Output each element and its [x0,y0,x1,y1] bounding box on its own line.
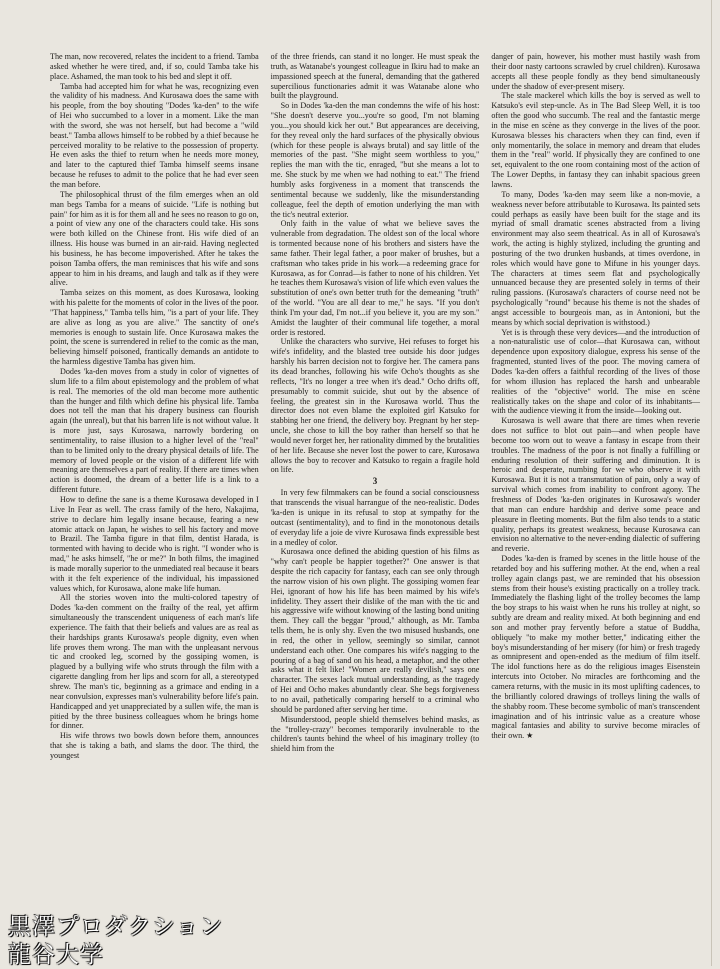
paragraph: of the three friends, can stand it no longer. He must speak the truth, as Watanabe's youngest colleague in Ikiru had to make an impassioned speech at the funeral, demanding that the gathered supercilious functionaries admit it was Watanabe alone who built the playground. [270,52,480,101]
article-column-3 [491,52,700,922]
paragraph: The man, now recovered, relates the incident to a friend. Tamba asked whether he were tired, and, if so, could Tamba take his place. Ashamed, the man took to his bed and slept it off. [50,52,259,81]
paragraph: All the stories woven into the multi-colored tapestry of Dodes 'ka-den comment on the frailty of the real, yet affirm simultaneously the transcendent uniqueness of each man's life experience. The faith that their beliefs and values are as real as their hardships grants Kurosawa's people dignity, even when life proves them wrong. The man with the unpleasant nervous tic and crooked leg, scorned by the gossiping women, is plagued by a bullying wife who struts through the film with a cigarette dangling from her lips and scorn for all, a stereotyped shrew. The man's tic, beginning as a grimace and ending in a near convulsion, expresses man's vulnerability before life's pain. Handicapped and yet unappreciated by a sullen wife, the man is pitied by the three business colleagues whom he brings home for dinner. [50,593,259,731]
paragraph: Tamba seizes on this moment, as does Kurosawa, looking with his palette for the moments of color in the lives of the poor. "That happiness," Tamba tells him, "is a part of your life. They are alive as long as you are alive." The sanctity of one's memories is enough to sustain life. Once Kurosawa makes the point, the scene is surrendered in relief to the comic as the man, believing himself poisoned, frantically demands an antidote to the harmless digestive Tamba has given him. [50,288,259,367]
paragraph: Dodes 'ka-den moves from a study in color of vignettes of slum life to a film about epistemology and the problem of what is real. The memories of the old man become more authentic than the hunger and filth which define his physical life. Tamba does not tell the man that his drapery business can flourish again (the unreal), but that his barren life is not without value. It is more just, says Kurosawa, narrowly bordering on sentimentality, to raise illusion to a higher level of the "real" than to be limited only to the dreary physical details of life. The memory of loved people or the vision of a different life with meaning are themselves a part of reality. If there are times when action is doomed, the dream of a better life is a link to a different future. [50,367,259,495]
paragraph: To many, Dodes 'ka-den may seem like a non-movie, a weakness never before attributable to Kurosawa. Its painted sets could perhaps as easily have been built for the stage and its myriad of small dramatic scenes abstracted from a living environment may also seem theatrical. As in all of Kurosawa's work, the acting is highly stylized, including the grunting and posturing of the two drunken husbands, at times overdone, in roles which would have gone to Mifune in his younger days. The characters at times seem flat and psychologically unnuanced because they are presented solely in terms of their ruling passions. (Kurosawa's characters of course need not be psychologically "round" because his theme is not the shades of angst accessible to bourgeois man, as in Antonioni, but the means by which social deprivation is withstood.) [491,189,701,327]
paragraph: So in Dodes 'ka-den the man condemns the wife of his host: "She doesn't deserve you...you're so good, I'm not blaming you...you should kick her out." But appearances are deceiving, for they reveal only the hard surfaces of the physically obvious (which for these people is always brutal) and say little of the memories of the past. "She might seem worthless to you," replies the man with the tic, enraged, "but she means a lot to me. She stuck by me when we had nothing to eat." The friend humbly asks forgiveness in a moment that transcends the sentimental because we suddenly, like the misunderstanding colleague, feel the depth of emotion underlying the man with the tic's neutral exterior. [270,101,480,219]
paragraph: Kurosawa once defined the abiding question of his films as "why can't people be happier together?" One answer is that despite the rich capacity for fantasy, each can see only through the narrow vision of his own plight. The gossiping women fear Hei, ignorant of how his life has been maimed by his wife's infidelity. They assert their dislike of the man with the tic and his aggressive wife without knowing of the lasting bond uniting them. They call the beggar "proud," although, as Mr. Tamba tells them, he is only shy. Even the two misused husbands, one in red, the other in yellow, seemingly so similar, cannot understand each other. One compares his wife's nagging to the pouring of a bag of sand on his head, a metaphor, and the other asks what it felt like! "Women are really devilish," says one character. The sexes lack mutual understanding, as the tragedy of Hei and Ocho makes abundantly clear. She begs forgiveness to no avail, pathetically comparing herself to a criminal who should be pardoned after serving her time. [270,547,480,714]
watermark-line-2: 龍谷大学 [8,942,104,968]
paragraph: The stale mackerel which kills the boy is served as well to Katsuko's evil step-uncle. As in The Bad Sleep Well, it is too often the good who succumb. The real and the fantastic merge in the mise en scène as they converge in the lives of the poor. Kurosawa blesses his characters when they can find, even if only momentarily, the solace in memory and dream that eludes them in the "real" world. If physically they are confined to one set, equivalent to the one room containing most of the action of The Lower Depths, in fantasy they can inhabit spacious green lawns. [491,91,701,189]
article-column-1 [50,52,259,922]
paragraph: danger of pain, however, his mother must hastily wash from their door nasty cartoons scrawled by cruel children). Kurosawa accepts all these people fondly as they bend simultaneously under the shadow of ever-present misery. [491,52,701,91]
paragraph: Yet is is through these very devices—and the introduction of a non-naturalistic use of color—that Kurosawa can, without dependence upon expository dialogue, express his sense of the fragmented, stunted lives of the poor. The moving camera of Dodes 'ka-den offers a faithful recording of the lives of those for whom illusion has replaced the harsh and unbearable realities of the "objective" world. The mise en scène realistically takes on the shape and color of its inhabitants—with the audience viewing it from the inside—looking out. [491,327,701,416]
watermark-line-1: 黒澤プロダクション [8,914,224,940]
paragraph: Kurosawa is well aware that there are times when reverie does not suffice to blot out pain—and when people have become too worn out to weave a fantasy in escape from their troubles. The madness of the poor is not finally a fulfilling or enduring resolution of their suffering and diminution. It is heroic and desperate, numbing for we who observe it with Kurosawa. But it is not a transmutation of pain, only a way of survival which comes from inability to confront agony. The freshness of Dodes 'ka-den originates in Kurosawa's wonder that man can endure hardship and derive some peace and pleasure in fleeting moments. But the film also tends to a static quality, perhaps its greatest weakness, because Kurosawa can envision no alternative to the never-ending dialectic of suffering and reverie. [491,416,701,554]
paragraph: Dodes 'ka-den is framed by scenes in the little house of the retarded boy and his suffering mother. At the end, when a real trolley again clangs past, we are reminded that his obsession stems from their house's existing practically on a trolley track. Immediately the flashing light of the trolley becomes the lamp the boy straps to his waist when he runs his trolley at night, so subtly are dream and reality mixed. At both beginning and end son and mother pray fervently before a statue of Buddha, obliquely "to make my mother better," indicating either the boy's misunderstanding of her misery (for him) or fresh tragedy as omnipresent and open-ended as the medium of film itself. The idol functions here as do the religious images Eisenstein intercuts into October. No miracles are forthcoming and the camera returns, with the music in its most uplifting cadences, to the brilliantly colored drawings of trolleys lining the walls of the shabby room. These become symbolic of man's transcendent imagination and of his intrinsic value as a creature whose magical fantasies and ability to survive become miracles of their own. ★ [491,554,701,741]
paragraph: His wife throws two bowls down before them, announces that she is taking a bath, and slams the door. The third, the youngest [50,731,259,760]
page-edge-rule [711,0,712,966]
paragraph: Misunderstood, people shield themselves behind masks, as the "trolley-crazy" becomes temporarily invulnerable to the children's taunts behind the wheel of his imaginary trolley (to shield him from the [270,714,480,754]
paragraph: The philosophical thrust of the film emerges when an old man begs Tamba for a means of suicide. "Life is nothing but pain" for him as it is for them all and he sees no reason to go on, a point of view any one of the characters could take. His sons were both killed on the Chinese front. His wife died of an illness. His house was burned in an air-raid. Having neglected his business, he has become impoverished. After he takes the poison Tamba offers, the man reminisces that his wife and sons appear to him in his dreams, and laugh and talk as if they were alive. [50,189,259,288]
section-number: 3 [372,476,378,487]
article-page [50,52,700,922]
paragraph: Tamba had accepted him for what he was, recognizing even the validity of his madness. And Kurosawa does the same with his people, from the boy shouting "Dodes 'ka-den" to the wife of Hei who succumbed to a lover in a moment. Like the man with the sword, she was not herself, but had become a "wild beast." Tamba allows himself to be robbed by a thief because he perceived morality to be relative to the possession of property. He even asks the thief to return when he needs more money, and later to the captured thief Tamba himself seems insane because he refuses to admit to the police that he had ever seen the man before. [50,81,259,189]
paragraph: Only faith in the value of what we believe saves the vulnerable from degradation. The oldest son of the local whore is tormented because none of his brothers and sisters have the same father. Their legal father, a poor maker of brushes, but a craftsman who takes pride in his work—a redeeming grace for Kurosawa, as for Conrad—is father to none of his children. Yet he teaches them Kurosawa's vision of life which even values the substitution of one's own better truth for the demeaning "truth" of the world. "You are all dear to me," he says. "If you don't think I'm your dad, I'm not...if you believe it, you are my son." Amidst the laughter of their communal life together, a moral order is restored. [270,219,480,337]
article-column-2 [271,52,480,922]
paragraph: Unlike the characters who survive, Hei refuses to forget his wife's infidelity, and the blasted tree outside his door judges harshly his barren decision not to forgive her. The camera pans its dead branches, following his wife Ocho's thoughts as she reflects, "It's no longer a tree when it's dead." Ocho drifts off, presumably to commit suicide, shut out by the absence of feeling, the greatest sin in the Kurosawa world. Thus the director does not even blame the exploited girl Katsuko for stabbing her one friend, the delivery boy. Pregnant by her step-uncle, she chose to kill the boy rather than herself so that he would never forget her, her rationality dimmed by the brutalities of her life. Because she never lost the power to care, Kurosawa allows the boy to recover and Katsuko to regain a fragile hold on life. [270,337,480,475]
paragraph: How to define the sane is a theme Kurosawa developed in I Live In Fear as well. The crass family of the hero, Nakajima, strive to declare him legally insane because, fearing a new atomic attack on Japan, he wishes to sell his factory and move to Brazil. The Tamba figure in that film, dentist Harada, is tormented with having to decide who is right. "I wonder who is mad," he asks himself, "he or me?" In both films, the imagined is made morally superior to the unmediated real because it bears with it the felt experience of the individual, his impassioned values which, for Kurosawa, alone make life human. [50,494,259,593]
paragraph: In very few filmmakers can be found a social consciousness that transcends the visual harrangue of the neo-realistic. Dodes 'ka-den is unique in its refusal to stop at sympathy for the outcast (sentimentality), and to find in the monotonous details of everyday life a joie de vivre Kurosawa finds expressible best in a medley of color. [270,488,480,547]
